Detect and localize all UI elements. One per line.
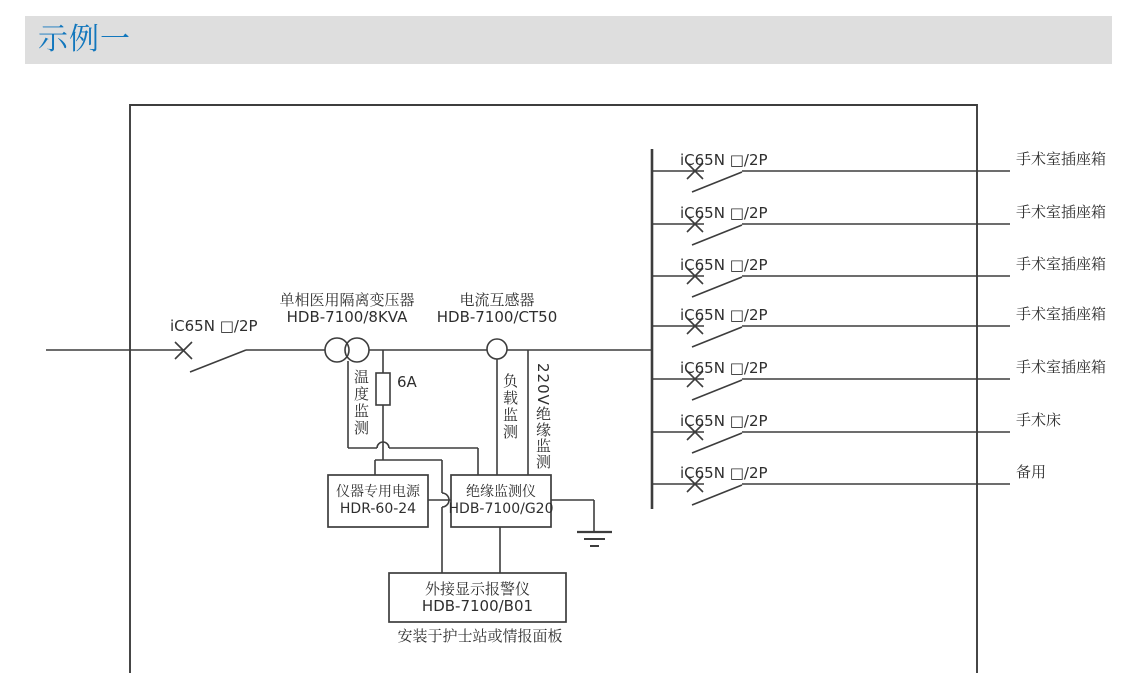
insulation-monitor-model: HDB-7100/G20 [448, 501, 554, 517]
insulation-monitor-name: 绝缘监测仪 [466, 484, 536, 500]
temperature-monitor-label: 温度监测 [352, 369, 370, 437]
alarm-display-name: 外接显示报警仪 [424, 579, 530, 598]
isolation-transformer-symbol [325, 338, 369, 362]
ground-symbol [551, 500, 612, 546]
power-supply-name: 仪器专用电源 [336, 484, 420, 500]
insulation-monitor-box-label [448, 475, 554, 527]
alarm-note: 安装于护士站或情报面板 [397, 627, 563, 645]
page-title: 示例一 [38, 22, 131, 57]
alarm-display-label [389, 573, 566, 622]
branch-load-label: 手术室插座箱 [1016, 150, 1107, 168]
load-monitor-label: 负载监测 [501, 373, 519, 441]
branch-load-label: 手术室插座箱 [1016, 203, 1107, 221]
alarm-display-model: HDB-7100/B01 [421, 596, 534, 615]
branch-breaker-label: iC65N □/2P [680, 359, 768, 377]
transformer-model: HDB-7100/8KVA [286, 308, 408, 326]
branch-breaker-label: iC65N □/2P [680, 256, 768, 274]
fuse-symbol [376, 373, 390, 405]
branch-breaker-label: iC65N □/2P [680, 412, 768, 430]
transformer-label [267, 292, 427, 326]
insulation-monitor-label: 220V绝缘监测 [534, 363, 552, 470]
branch-breaker-label: iC65N □/2P [680, 306, 768, 324]
fuse-rating-label: 6A [397, 373, 417, 391]
branch-breaker-label: iC65N □/2P [680, 464, 768, 482]
current-transformer-symbol [487, 339, 507, 359]
current-transformer-label [417, 292, 577, 326]
transformer-name: 单相医用隔离变压器 [279, 291, 415, 309]
current-transformer-name: 电流互感器 [459, 291, 535, 309]
current-transformer-model: HDB-7100/CT50 [436, 308, 558, 326]
branch-load-label: 手术室插座箱 [1016, 255, 1107, 273]
branch-load-label: 手术床 [1016, 411, 1062, 429]
branch-load-label: 手术室插座箱 [1016, 305, 1107, 323]
incoming-breaker-label: iC65N □/2P [170, 317, 258, 335]
power-supply-label [328, 475, 428, 527]
branch-load-label: 手术室插座箱 [1016, 358, 1107, 376]
power-supply-model: HDR-60-24 [339, 501, 417, 517]
branch-breaker-label: iC65N □/2P [680, 204, 768, 222]
branch-breaker-label: iC65N □/2P [680, 151, 768, 169]
branch-load-label: 备用 [1016, 463, 1047, 481]
